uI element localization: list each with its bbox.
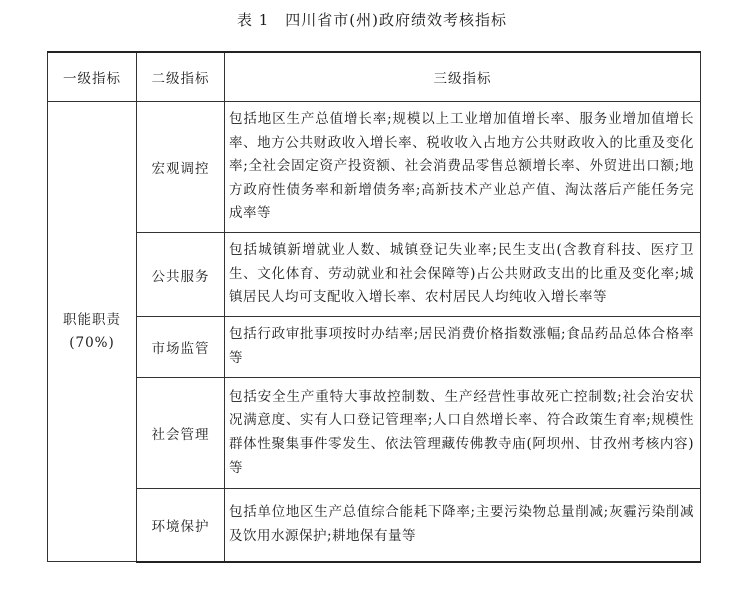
level3-cell: 包括行政审批事项按时办结率;居民消费价格指数涨幅;食品药品总体合格率等 [225,317,701,378]
table-row [48,317,701,378]
table-number: 表 1 [236,11,270,29]
table-row [48,102,701,233]
table-caption [0,9,744,30]
level1-weight: (70%) [69,334,115,351]
header-level1: 一级指标 [48,52,137,102]
level3-cell: 包括城镇新增就业人数、城镇登记失业率;民生支出(含教育科技、医疗卫生、文化体育、劳动就业和社会保障等)占公共财政支出的比重及变化率;城镇居民人均可支配收入增长率、农村居民人均纯收入增长率等 [225,233,701,317]
performance-indicator-table [47,51,701,563]
level2-cell: 公共服务 [137,233,225,317]
level1-name: 职能职责 [63,311,121,328]
table-row [48,378,701,489]
level2-cell: 市场监管 [137,317,225,378]
level1-cell [48,102,137,562]
level2-cell: 社会管理 [137,378,225,489]
level3-cell: 包括地区生产总值增长率;规模以上工业增加值增长率、服务业增加值增长率、地方公共财政收入增长率、税收收入占地方公共财政收入的比重及变化率;全社会固定资产投资额、社会消费品零售总额增长率、外贸进出口额;地方政府性债务率和新增债务率;高新技术产业总产值、淘汰落后产能任务完成率等 [225,102,701,233]
header-level3: 三级指标 [225,52,701,102]
header-row [48,52,701,102]
table-title: 四川省市(州)政府绩效考核指标 [285,11,508,29]
table-row [48,233,701,317]
header-level2: 二级指标 [137,52,225,102]
level3-cell: 包括单位地区生产总值综合能耗下降率;主要污染物总量削减;灰霾污染削减及饮用水源保护;耕地保有量等 [225,489,701,562]
level2-cell: 宏观调控 [137,102,225,233]
level2-cell: 环境保护 [137,489,225,562]
table-row [48,489,701,562]
level3-cell: 包括安全生产重特大事故控制数、生产经营性事故死亡控制数;社会治安状况满意度、实有人口登记管理率;人口自然增长率、符合政策生育率;规模性群体性聚集事件零发生、依法管理藏传佛教寺庙(阿坝州、甘孜州考核内容)等 [225,378,701,489]
